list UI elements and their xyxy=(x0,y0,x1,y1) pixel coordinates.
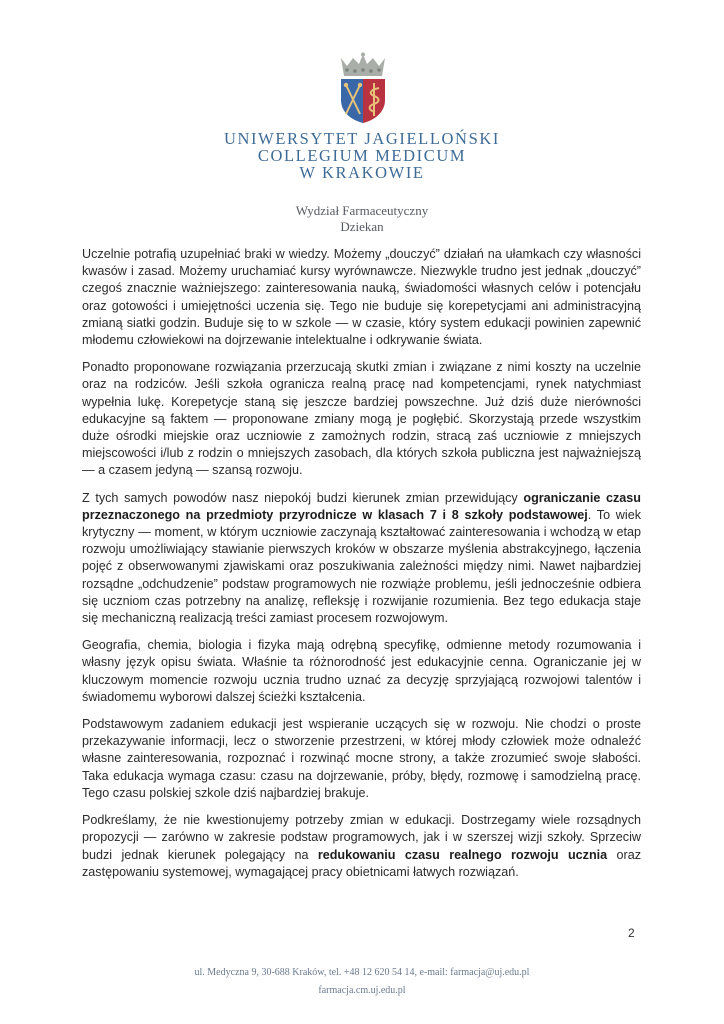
paragraph-text: Geografia, chemia, biologia i fizyka mają odrębną specyfikę, odmienne metody rozumowania i własny język opisu świata. Właśnie ta różnorodność jest edukacyjnie cenna. Ograniczanie jej w kluczowym momencie rozwoju ucznia trudno uznać za decyzję sprzyjającą rozwojowi talentów i świadomemu wyborowi dalszej ścieżki kształcenia. xyxy=(82,638,641,704)
bold-emphasis: ograniczanie czasu przeznaczonego na przedmioty przyrodnicze w klasach 7 i 8 szkoły podstawowej xyxy=(82,490,641,522)
paragraph-4 xyxy=(82,637,641,706)
footer-website: farmacja.cm.uj.edu.pl xyxy=(318,985,406,996)
university-name-line-2: COLLEGIUM MEDICUM xyxy=(257,146,467,165)
paragraph-5 xyxy=(82,716,641,802)
footer-address: ul. Medyczna 9, 30-688 Kraków, tel. +48 12 620 54 14, e-mail: farmacja@uj.edu.pl xyxy=(194,967,530,978)
university-name xyxy=(0,130,724,181)
paragraph-text: Podkreślamy, że nie kwestionujemy potrzeby zmian w edukacji. Dostrzegamy wiele rozsądnych propozycji — zarówno w zakresie podstaw programowych, jak i w szerszej wizji szkoły. Sprzeciw budzi jednak kierunek polegający na xyxy=(82,813,641,862)
paragraph-2 xyxy=(82,359,641,479)
paragraph-3 xyxy=(82,490,641,628)
paragraph-text: . To wiek krytyczny — moment, w którym uczniowie zaczynają kształtować zainteresowania i wchodzą w etap rozwoju umożliwiający stawianie pierwszych kroków w obszarze myślenia abstrakcyjnego, łączenia pojęć z obserwowanymi zjawiskami oraz poszukiwania zależności między nimi. Nawet najbardziej rozsądne „odchudzenie” podstaw programowych nie rozwiąże problemu, jeśli jednocześnie odbiera się uczniom czas potrzebny na analizę, refleksję i rozwijanie rozumienia. Bez tego edukacja staje się mechaniczną realizacją treści zamiast procesem rozwojowym. xyxy=(82,507,642,626)
faculty-block xyxy=(0,203,724,235)
footer xyxy=(0,964,724,1000)
letter-body xyxy=(82,246,641,891)
paragraph-text: Z tych samych powodów nasz niepokój budzi kierunek zmian przewidujący xyxy=(82,490,524,505)
university-coat-of-arms-icon xyxy=(335,52,391,124)
paragraph-1 xyxy=(82,246,641,349)
paragraph-text: Podstawowym zadaniem edukacji jest wspieranie uczących się w rozwoju. Nie chodzi o proste przekazywanie informacji, lecz o stworzenie przestrzeni, w której młody człowiek może odnaleźć własne zainteresowania, rozpoznać i rozwinąć mocne strony, a także zrozumieć swoje słabości. Taka edukacja wymaga czasu: czasu na dojrzewanie, próby, błędy, rozmowę i samodzielną pracę. Tego czasu polskiej szkole dziś najbardziej brakuje. xyxy=(82,717,641,800)
bold-emphasis: redukowaniu czasu realnego rozwoju ucznia xyxy=(317,847,608,862)
author-role: Dziekan xyxy=(340,219,384,234)
paragraph-text: Ponadto proponowane rozwiązania przerzucają skutki zmian i związane z nimi koszty na uczelnie oraz na rodziców. Jeśli szkoła ogranicza realną pracę nad kompetencjami, rynek natychmiast wypełnia lukę. Korepetycje staną się jeszcze bardziej powszechne. Już dziś duże nierówności edukacyjne są faktem — proponowane zmiany mogą je pogłębić. Skorzystają przede wszystkim duże ośrodki miejskie oraz uczniowie z zamożnych rodzin, stracą zaś uczniowie z mniejszych miejscowości i/lub z rodzin o mniejszych zasobach, dla których szkoła publiczna jest najważniejszą — a czasem jedyną — szansą rozwoju. xyxy=(82,360,641,478)
paragraph-6 xyxy=(82,812,641,881)
paragraph-text: oraz zastępowaniu systemowej, wymagającej pracy obietnicami łatwych rozwiązań. xyxy=(82,847,642,879)
page-number: 2 xyxy=(628,926,635,940)
paragraph-text: Uczelnie potrafią uzupełniać braki w wiedzy. Możemy „douczyć” działań na ułamkach czy własności kwasów i zasad. Możemy uruchamiać kursy wyrównawcze. Niezwykle trudno jest jednak „douczyć” czegoś znacznie ważniejszego: zainteresowania nauką, świadomości własnych celów i potencjału oraz gotowości i umiejętności uczenia się. Tego nie buduje się korepetycjami ani administracyjną zmianą siatki godzin. Buduje się to w szkole — w czasie, który system edukacji powinien zapewnić młodemu człowiekowi na dojrzewanie intelektualne i odkrywanie świata. xyxy=(82,247,641,348)
university-name-line-3: W KRAKOWIE xyxy=(299,163,425,182)
faculty-name: Wydział Farmaceutyczny xyxy=(295,203,429,218)
university-name-line-1: UNIWERSYTET JAGIELLOŃSKI xyxy=(224,129,500,148)
